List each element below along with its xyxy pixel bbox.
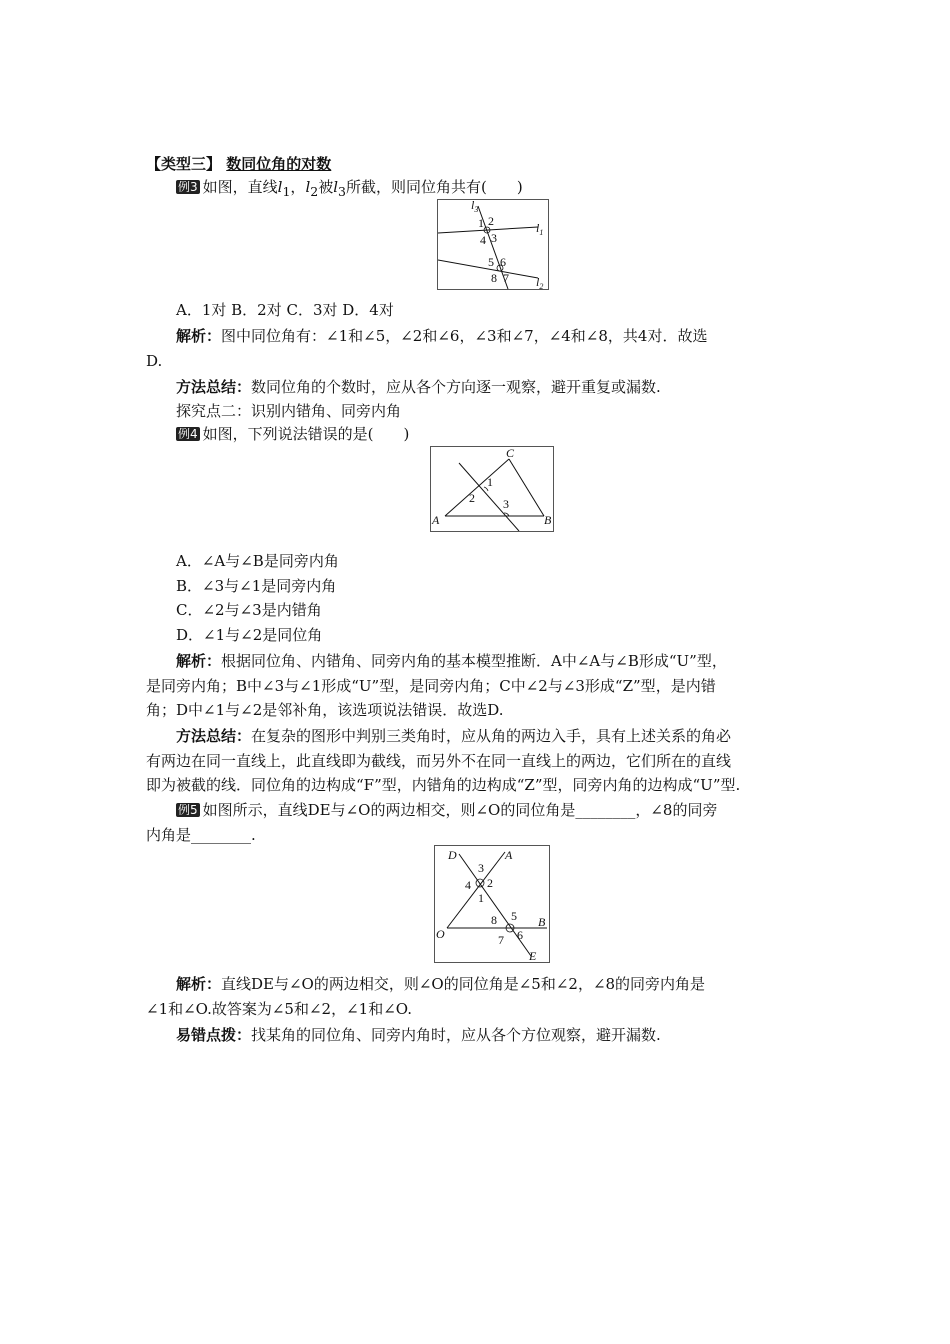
angle-1: 1 xyxy=(487,475,493,489)
figure-ex5 xyxy=(434,845,550,963)
angle-3: 3 xyxy=(478,861,484,875)
vertex-B: B xyxy=(544,513,552,527)
angle-1: 1 xyxy=(478,891,484,905)
ex3-summary: 方法总结：数同位角的个数时，应从各个方向逐一观察，避开重复或漏数. xyxy=(176,378,661,396)
figure-ex3 xyxy=(437,199,549,290)
section-heading xyxy=(146,153,806,175)
label-l3: $l_3$ xyxy=(471,200,479,214)
ex4-question: 例4 如图，下列说法错误的是( ) xyxy=(178,425,410,443)
ex3-question: 例3 如图，直线$l_1$，$l_2$被$l_3$所截，则同位角共有( ) xyxy=(178,178,523,199)
segment-CB xyxy=(509,459,544,516)
ex4-analysis: 解析：根据同位角、内错角、同旁内角的基本模型推断．A中∠A与∠B形成“U”型， xyxy=(176,652,727,670)
angle-3: 3 xyxy=(503,497,509,511)
figure-ex4 xyxy=(430,446,554,532)
ex4-option-c: C．∠2与∠3是内错角 xyxy=(176,601,322,619)
angle-6: 6 xyxy=(500,255,506,269)
angle-5: 5 xyxy=(511,909,517,923)
ex4-analysis-2: 是同旁内角；B中∠3与∠1形成“U”型，是同旁内角；C中∠2与∠3形成“Z”型，是内错 xyxy=(146,677,716,695)
angle-2: 2 xyxy=(469,491,475,505)
angle-2: 2 xyxy=(487,876,493,890)
segment-AC xyxy=(445,459,509,516)
point-D: D xyxy=(448,848,457,862)
vertex-A: A xyxy=(432,513,440,527)
ex4-summary: 方法总结：在复杂的图形中判别三类角时，应从角的两边入手，具有上述关系的角必 xyxy=(176,727,732,745)
ex3-analysis: 解析：图中同位角有：∠1和∠5，∠2和∠6，∠3和∠7，∠4和∠8，共4对．故选 xyxy=(176,327,708,345)
ex4-summary-2: 有两边在同一直线上，此直线即为截线，而另外不在同一直线上的两边，它们所在的直线 xyxy=(146,752,732,770)
section-label: 【类型三】 xyxy=(146,155,222,173)
angle-8: 8 xyxy=(491,913,497,927)
angle-7: 7 xyxy=(498,933,504,947)
ex5-question: 例5 如图所示，直线DE与∠O的两边相交，则∠O的同位角是________，∠8的同旁 xyxy=(178,801,718,819)
angle-1: 1 xyxy=(478,216,484,230)
ex4-option-d: D．∠1与∠2是同位角 xyxy=(176,626,323,644)
ex4-tag: 例4 xyxy=(178,427,198,441)
section-title: 数同位角的对数 xyxy=(226,155,332,173)
vertex-C: C xyxy=(506,447,515,460)
ex5-tag: 例5 xyxy=(178,803,198,817)
angle-2: 2 xyxy=(488,214,494,228)
label-l1: $l_1$ xyxy=(536,221,544,237)
ex4-summary-3: 即为被截的线．同位角的边构成“F”型，内错角的边构成“Z”型，同旁内角的边构成“U”型. xyxy=(146,776,741,794)
ex3-analysis-cont: D. xyxy=(146,352,163,370)
angle-6: 6 xyxy=(517,928,523,942)
angle-4: 4 xyxy=(480,233,486,247)
ex5-analysis: 解析：直线DE与∠O的两边相交，则∠O的同位角是∠5和∠2，∠8的同旁内角是 xyxy=(176,975,706,993)
angle-7: 7 xyxy=(503,271,509,285)
angle-5: 5 xyxy=(488,255,494,269)
transversal xyxy=(459,463,519,531)
ex4-option-b: B．∠3与∠1是同旁内角 xyxy=(176,577,337,595)
ex4-analysis-3: 角；D中∠1与∠2是邻补角，该选项说法错误．故选D. xyxy=(146,701,504,719)
point-A: A xyxy=(505,848,513,862)
ex4-option-a: A．∠A与∠B是同旁内角 xyxy=(176,552,339,570)
angle-8: 8 xyxy=(491,271,497,285)
ex3-tag: 例3 xyxy=(178,180,198,194)
explore-point-2: 探究点二：识别内错角、同旁内角 xyxy=(176,402,402,420)
angle-4: 4 xyxy=(465,878,471,892)
ex3-options: A．1对 B．2对 C．3对 D．4对 xyxy=(176,301,394,319)
point-O: O xyxy=(436,927,445,941)
ex5-question-2: 内角是________. xyxy=(146,826,256,844)
point-E: E xyxy=(529,949,537,962)
label-l2: $l_2$ xyxy=(536,275,544,289)
ex5-analysis-2: ∠1和∠O.故答案为∠5和∠2，∠1和∠O. xyxy=(146,1000,412,1018)
point-B: B xyxy=(538,915,546,929)
ex5-tip: 易错点拨：找某角的同位角、同旁内角时，应从各个方位观察，避开漏数. xyxy=(176,1026,661,1044)
angle-3: 3 xyxy=(491,231,497,245)
